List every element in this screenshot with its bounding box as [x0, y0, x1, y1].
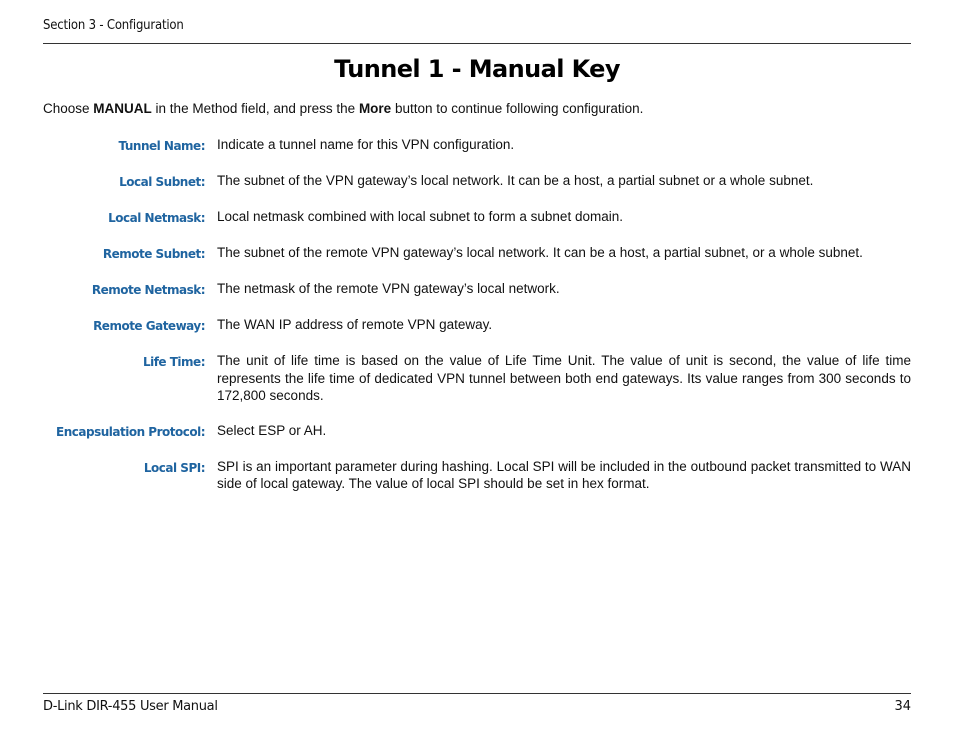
definition-description: The subnet of the VPN gateway’s local network. It can be a host, a partial subnet or a whole subnet. [217, 173, 814, 188]
definition-encapsulation-protocol [43, 422, 911, 441]
definition-description: The WAN IP address of remote VPN gateway. [217, 317, 493, 332]
definition-remote-netmask [43, 280, 911, 299]
definition-term: Encapsulation Protocol: [56, 424, 205, 439]
definition-remote-gateway [43, 316, 911, 335]
definition-local-spi [43, 458, 911, 493]
footer-divider [43, 693, 911, 694]
definition-local-subnet [43, 172, 911, 191]
definition-life-time [43, 352, 911, 405]
definition-description: The subnet of the remote VPN gateway’s local network. It can be a host, a partial subnet, or a whole subnet. [217, 245, 863, 260]
definition-term: Tunnel Name: [118, 139, 205, 153]
definition-remote-subnet [43, 244, 911, 263]
definition-tunnel-name [43, 136, 911, 155]
definition-description: Select ESP or AH. [217, 422, 327, 438]
definition-term: Local Netmask: [108, 211, 205, 225]
definition-description: SPI is an important parameter during hashing. Local SPI will be included in the outbound packet transmitted to WAN side of local gateway. The value of local SPI should be set in hex format. [217, 458, 911, 491]
intro-bold-more: More [358, 101, 392, 116]
definition-description: The netmask of the remote VPN gateway’s local network. [217, 281, 560, 296]
section-header: Section 3 - Configuration [43, 18, 184, 33]
page-title: Tunnel 1 - Manual Key [334, 55, 620, 83]
intro-bold-manual: MANUAL [93, 101, 152, 116]
header-divider [43, 43, 911, 44]
intro-text: Choose [43, 101, 94, 116]
definition-term: Remote Gateway: [93, 319, 205, 333]
definition-term: Local Subnet: [119, 175, 205, 189]
definition-description: The unit of life time is based on the value of Life Time Unit. The value of unit is second, the value of life time represents the life time of dedicated VPN tunnel between both end gateways. Its value ranges from 300 seconds to 172,800 seconds. [217, 353, 911, 403]
definition-term: Remote Netmask: [91, 283, 205, 297]
definition-term: Local SPI: [143, 460, 205, 475]
definition-local-netmask [43, 208, 911, 227]
definition-list [43, 136, 911, 493]
intro-text: in the Method field, and press the [151, 101, 359, 116]
definition-description: Local netmask combined with local subnet to form a subnet domain. [217, 209, 623, 224]
definition-description: Indicate a tunnel name for this VPN configuration. [217, 137, 515, 152]
definition-term: Remote Subnet: [102, 247, 205, 261]
intro-text: button to continue following configuration. [391, 101, 644, 116]
definition-term: Life Time: [142, 355, 205, 369]
intro-paragraph [43, 101, 643, 116]
footer-manual-title: D-Link DIR-455 User Manual [43, 699, 218, 714]
page-number: 34 [894, 699, 911, 714]
